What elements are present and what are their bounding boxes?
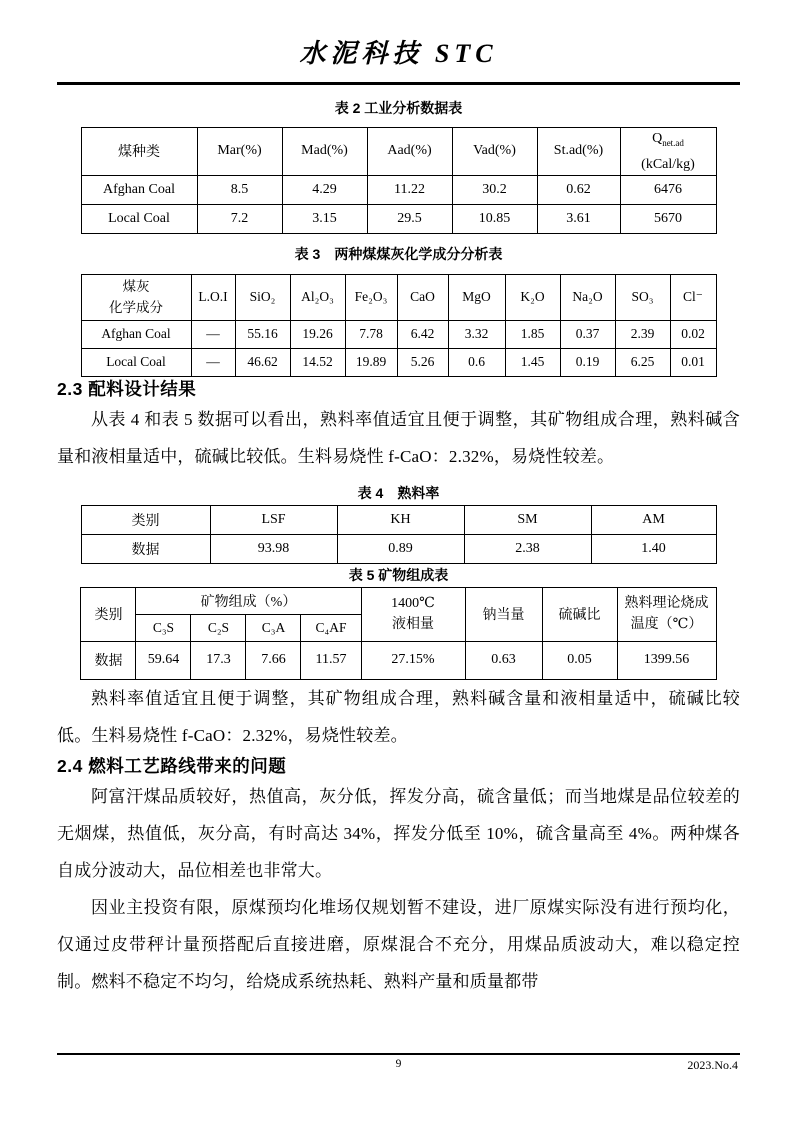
data-cell: 0.05: [542, 641, 617, 679]
row-label: Afghan Coal: [81, 175, 197, 204]
table2-industrial-analysis: [81, 127, 717, 234]
summary-paragraph: 熟料率值适宜且便于调整，其矿物组成合理，熟料碱含量和液相量适中，硫碱比较低。生料易烧性 f-CaO：2.32%，易烧性较差。: [57, 688, 740, 745]
corner-line2: 化学成分: [109, 300, 163, 316]
temp-line2: 温度（℃）: [630, 617, 703, 633]
table2-caption: 表 2 工业分析数据表: [334, 100, 463, 116]
header-cell-qnet: [620, 128, 716, 176]
data-cell: 0.01: [670, 348, 716, 376]
data-cell: 93.98: [210, 534, 337, 563]
header-cell: K₂O: [505, 274, 560, 320]
data-cell: 46.62: [235, 348, 290, 376]
table5-caption: 表 5 矿物组成表: [348, 566, 449, 583]
data-cell: 5670: [620, 204, 716, 233]
data-cell: 1399.56: [617, 641, 716, 679]
header-cell-burn-temp: [617, 587, 716, 641]
row-label: Local Coal: [81, 348, 191, 376]
data-cell: 0.19: [560, 348, 615, 376]
row-label: Local Coal: [81, 204, 197, 233]
header-cell: MgO: [448, 274, 505, 320]
header-cell-sulfur-alkali: 硫碱比: [542, 587, 617, 641]
data-cell: 7.78: [345, 320, 397, 348]
header-cell: Na₂O: [560, 274, 615, 320]
data-cell: 19.89: [345, 348, 397, 376]
data-cell: 0.6: [448, 348, 505, 376]
corner-line1: 煤灰: [122, 279, 150, 295]
journal-title: 水泥科技 STC: [299, 39, 498, 68]
header-cell-corner: [81, 274, 191, 320]
data-cell: 11.22: [367, 175, 452, 204]
table-row: [81, 348, 716, 376]
q-unit: (kCal/kg): [641, 156, 695, 172]
page-number: 9: [395, 1058, 402, 1070]
data-cell: 0.89: [337, 534, 464, 563]
data-cell: 3.61: [537, 204, 620, 233]
table-row: [81, 204, 716, 233]
data-cell: 14.52: [290, 348, 345, 376]
data-cell: 8.5: [197, 175, 282, 204]
header-cell: LSF: [210, 505, 337, 534]
q-subscript: net.ad: [662, 137, 684, 148]
header-cell: SiO₂: [235, 274, 290, 320]
data-cell: —: [191, 320, 235, 348]
header-cell: Mar(%): [197, 128, 282, 176]
header-cell: Fe₂O₃: [345, 274, 397, 320]
table4-clinker-moduli: [81, 505, 717, 564]
table-row: [81, 320, 716, 348]
header-cell: CaO: [397, 274, 448, 320]
data-cell: 5.26: [397, 348, 448, 376]
data-cell: 27.15%: [361, 641, 465, 679]
data-cell: 55.16: [235, 320, 290, 348]
data-cell: 59.64: [136, 641, 191, 679]
section-2-4-paragraph-2: 因业主投资有限，原煤预均化堆场仅规划暂不建设，进厂原煤实际没有进行预均化，仅通过皮带秤计量预搭配后直接进磨，原煤混合不充分，用煤品质波动大，难以稳定控制。燃料不稳定不均匀，给烧成系统热耗、熟料产量和质量都带: [57, 897, 740, 991]
liquid-line2: 液相量: [392, 617, 435, 633]
header-cell-corner: 类别: [81, 587, 136, 641]
data-cell: 6.42: [397, 320, 448, 348]
section-2-3-paragraph: 从表 4 和表 5 数据可以看出，熟料率值适宜且便于调整，其矿物组成合理，熟料碱含量和液相量适中，硫碱比较低。生料易烧性 f-CaO：2.32%，易烧性较差。: [57, 409, 740, 466]
header-cell: St.ad(%): [537, 128, 620, 176]
table2-header-row: [81, 128, 716, 176]
header-cell-sodium-eq: 钠当量: [465, 587, 542, 641]
header-cell: C₃A: [246, 614, 301, 641]
data-cell: 11.57: [301, 641, 361, 679]
section-2-4-paragraph-1: 阿富汗煤品质较好，热值高，灰分低，挥发分高，硫含量低；而当地煤是品位较差的无烟煤，热值低，灰分高，有时高达 34%，挥发分低至 10%，硫含量高至 4%。两种煤各自成分波动大，品位相差也非常大。: [57, 786, 740, 880]
data-cell: 7.2: [197, 204, 282, 233]
temp-line1: 熟料理论烧成: [624, 596, 709, 612]
table3-caption: 表 3 两种煤煤灰化学成分分析表: [294, 245, 503, 262]
header-cell: Al₂O₃: [290, 274, 345, 320]
table5-group-header-row: [81, 587, 716, 614]
liquid-line1: 1400℃: [391, 596, 435, 612]
row-label: Afghan Coal: [81, 320, 191, 348]
data-cell: 1.40: [591, 534, 716, 563]
section-2-4-heading: 2.4 燃料工艺路线带来的问题: [57, 755, 287, 776]
data-cell: 6.25: [615, 348, 670, 376]
data-cell: 0.63: [465, 641, 542, 679]
data-cell: 2.39: [615, 320, 670, 348]
table3-ash-chemistry: [81, 274, 717, 377]
data-cell: 4.29: [282, 175, 367, 204]
data-cell: 0.62: [537, 175, 620, 204]
header-cell-liquid-phase: [361, 587, 465, 641]
row-label: 数据: [81, 641, 136, 679]
data-cell: 17.3: [191, 641, 246, 679]
data-cell: 0.02: [670, 320, 716, 348]
header-cell: AM: [591, 505, 716, 534]
table3-header-row: [81, 274, 716, 320]
table4-header-row: [81, 505, 716, 534]
header-cell: Aad(%): [367, 128, 452, 176]
header-cell-mineral-group: 矿物组成（%）: [136, 587, 361, 614]
table-row: [81, 175, 716, 204]
header-rule: [57, 82, 740, 85]
header-cell: Cl⁻: [670, 274, 716, 320]
data-cell: 1.45: [505, 348, 560, 376]
issue-label: 2023.No.4: [687, 1058, 738, 1072]
data-cell: 19.26: [290, 320, 345, 348]
data-cell: 7.66: [246, 641, 301, 679]
footer-inner: [57, 1055, 740, 1077]
header-cell: SM: [464, 505, 591, 534]
section-2-3-heading: 2.3 配料设计结果: [57, 378, 197, 399]
data-cell: 10.85: [452, 204, 537, 233]
data-cell: —: [191, 348, 235, 376]
data-cell: 30.2: [452, 175, 537, 204]
header-cell: 类别: [81, 505, 210, 534]
data-cell: 0.37: [560, 320, 615, 348]
header-cell: KH: [337, 505, 464, 534]
data-cell: 3.15: [282, 204, 367, 233]
row-label: 数据: [81, 534, 210, 563]
header-cell: Mad(%): [282, 128, 367, 176]
header-cell: C₃S: [136, 614, 191, 641]
data-cell: 2.38: [464, 534, 591, 563]
header-cell: 煤种类: [81, 128, 197, 176]
data-cell: 29.5: [367, 204, 452, 233]
header-cell: SO₃: [615, 274, 670, 320]
table5-mineral-composition: [80, 587, 716, 680]
table-row: [81, 534, 716, 563]
header-cell: C₂S: [191, 614, 246, 641]
header-cell: Vad(%): [452, 128, 537, 176]
header-cell: C₄AF: [301, 614, 361, 641]
table4-caption: 表 4 熟料率: [357, 484, 440, 501]
q-symbol: Q: [652, 131, 663, 146]
data-cell: 3.32: [448, 320, 505, 348]
data-cell: 6476: [620, 175, 716, 204]
data-cell: 1.85: [505, 320, 560, 348]
header-cell: L.O.I: [191, 274, 235, 320]
table-row: [81, 641, 716, 679]
page-footer: [57, 1053, 740, 1077]
